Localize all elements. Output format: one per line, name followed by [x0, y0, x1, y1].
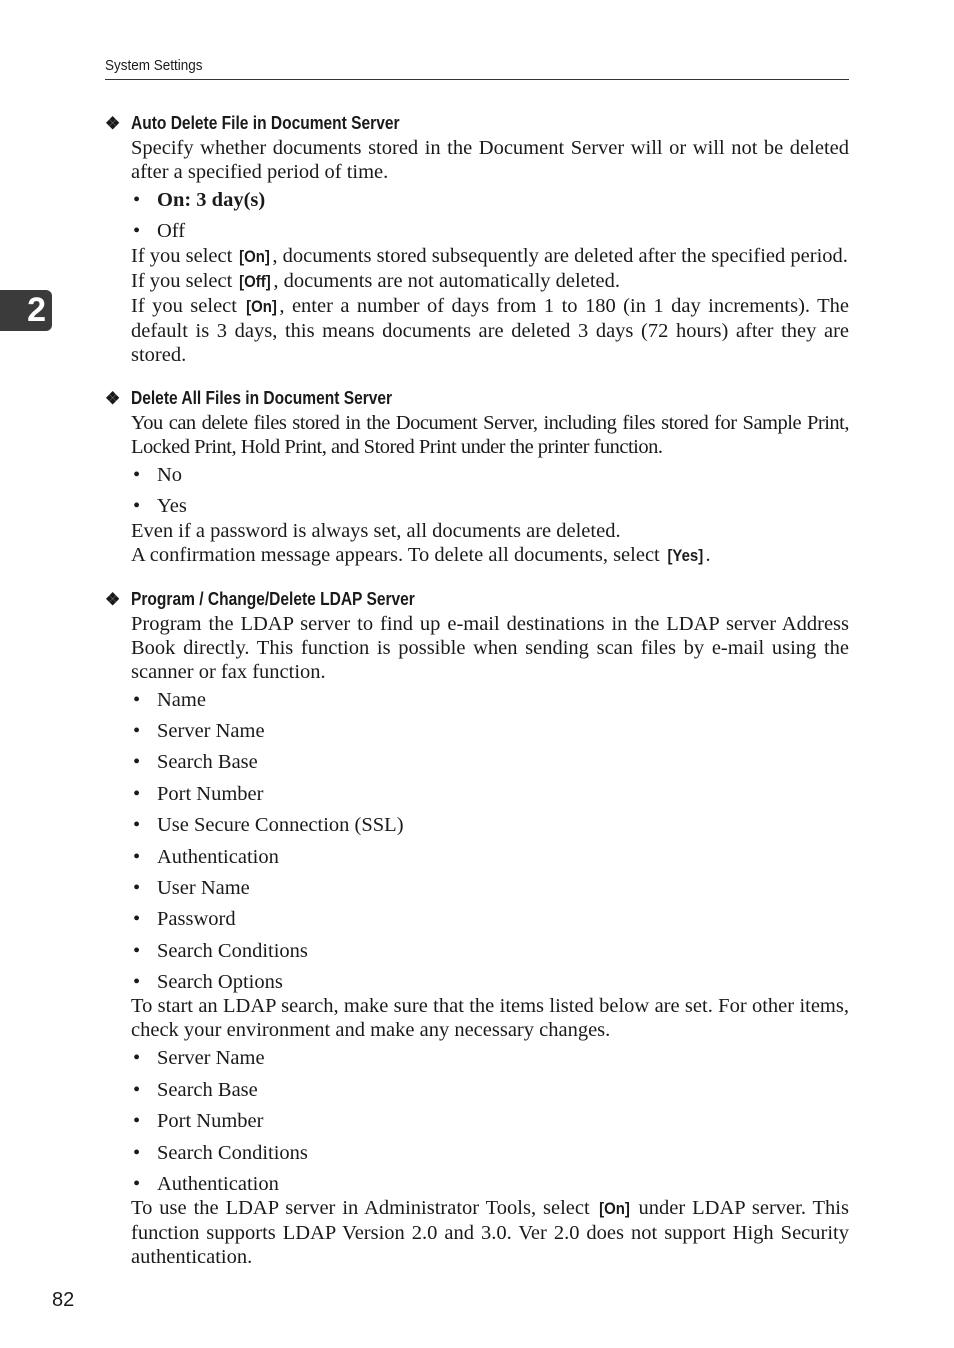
- running-head: System Settings: [105, 57, 203, 74]
- page-number: 82: [52, 1289, 75, 1311]
- note-paragraph: If you select [On] , documents stored subsequently are deleted after the specified period.: [131, 244, 848, 267]
- list-item: • No: [133, 463, 183, 486]
- bullet-dot-icon: •: [133, 971, 141, 994]
- bullet-dot-icon: •: [133, 1173, 141, 1196]
- section-title: ❖ Delete All Files in Document Server: [105, 385, 849, 411]
- bullet-dot-icon: •: [133, 1110, 141, 1133]
- bullet-dot-icon: •: [133, 495, 141, 518]
- bullet-dot-icon: •: [133, 688, 141, 711]
- list-item: • Server Name: [133, 719, 265, 742]
- key-label: [On]: [239, 246, 271, 266]
- list-item: • Port Number: [133, 1110, 264, 1133]
- diamond-bullet-icon: ❖: [105, 589, 121, 609]
- option-list: [131, 463, 849, 526]
- key-label: [Yes]: [667, 545, 704, 565]
- section-title: ❖ Program / Change/Delete LDAP Server: [105, 586, 849, 612]
- section-title: ❖ Auto Delete File in Document Server: [105, 110, 849, 136]
- list-item: • Port Number: [133, 782, 264, 805]
- header-rule: [105, 79, 849, 80]
- key-label: [Off]: [239, 271, 272, 291]
- note-paragraph: Even if a password is always set, all documents are deleted.: [131, 519, 621, 542]
- bullet-dot-icon: •: [133, 751, 141, 774]
- bullet-dot-icon: •: [133, 845, 141, 868]
- note-paragraph: A confirmation message appears. To delete all documents, select [Yes] .: [131, 543, 711, 566]
- section-intro: You can delete files stored in the Document Server, including files stored for Sample Print, Locked Print, Hold Print, and Stored Print under the printer function.: [131, 411, 849, 458]
- list-item: • Authentication: [133, 1173, 279, 1196]
- closing-paragraph: To use the LDAP server in Administrator Tools, select [On] under LDAP server. This function supports LDAP Version 2.0 and 3.0. Ver 2.0 does not support High Security authentication.: [131, 1197, 849, 1269]
- section-intro: Specify whether documents stored in the Document Server will or will not be deleted after a specified period of time.: [131, 137, 849, 183]
- bullet-dot-icon: •: [133, 814, 141, 837]
- bullet-dot-icon: •: [133, 189, 141, 211]
- section-auto-delete: [105, 110, 849, 367]
- list-item: • Off: [133, 220, 186, 243]
- list-item: • Search Conditions: [133, 939, 308, 962]
- bullet-dot-icon: •: [133, 782, 141, 805]
- list-item: • Search Base: [133, 751, 258, 774]
- diamond-bullet-icon: ❖: [105, 388, 121, 408]
- list-item: • Use Secure Connection (SSL): [133, 814, 404, 837]
- key-label: [On]: [598, 1199, 630, 1219]
- diamond-bullet-icon: ❖: [105, 114, 121, 133]
- bullet-dot-icon: •: [133, 220, 141, 243]
- note-paragraph: If you select [On] , enter a number of days from 1 to 180 (in 1 day increments). The default is 3 days, this means documents are deleted 3 days (72 hours) after they are stored.: [131, 294, 849, 366]
- list-item: • Authentication: [133, 845, 279, 868]
- note-paragraph: If you select [Off] , documents are not automatically deleted.: [131, 269, 620, 292]
- bullet-dot-icon: •: [133, 939, 141, 962]
- bullet-dot-icon: •: [133, 719, 141, 742]
- list-item: • Search Options: [133, 971, 283, 994]
- middle-paragraph: To start an LDAP search, make sure that the items listed below are set. For other items, check your environment and make any necessary changes.: [131, 995, 849, 1042]
- chapter-tab: [0, 290, 52, 331]
- bullet-dot-icon: •: [133, 1078, 141, 1101]
- bullet-dot-icon: •: [133, 1141, 141, 1164]
- list-item: • User Name: [133, 876, 250, 899]
- bullet-dot-icon: •: [133, 876, 141, 899]
- chapter-number: 2: [27, 291, 46, 329]
- list-item: • Name: [133, 688, 206, 711]
- bullet-dot-icon: •: [133, 1047, 141, 1070]
- required-item-list: [131, 1046, 849, 1203]
- ldap-item-list: [131, 688, 849, 1002]
- list-item: • On: 3 day(s): [133, 189, 266, 211]
- list-item: • Search Conditions: [133, 1141, 308, 1164]
- bullet-dot-icon: •: [133, 908, 141, 931]
- list-item: • Server Name: [133, 1047, 265, 1070]
- section-delete-all: [105, 385, 849, 568]
- page-content: [105, 110, 849, 1269]
- list-item: • Search Base: [133, 1078, 258, 1101]
- list-item: • Password: [133, 908, 236, 931]
- section-ldap-server: [105, 586, 849, 1270]
- key-label: [On]: [246, 296, 278, 316]
- option-list: [131, 188, 849, 251]
- list-item: • Yes: [133, 495, 187, 518]
- bullet-dot-icon: •: [133, 463, 141, 486]
- section-intro: Program the LDAP server to find up e-mail destinations in the LDAP server Address Book directly. This function is possible when sending scan files by e-mail using the scanner or fax function.: [131, 612, 849, 683]
